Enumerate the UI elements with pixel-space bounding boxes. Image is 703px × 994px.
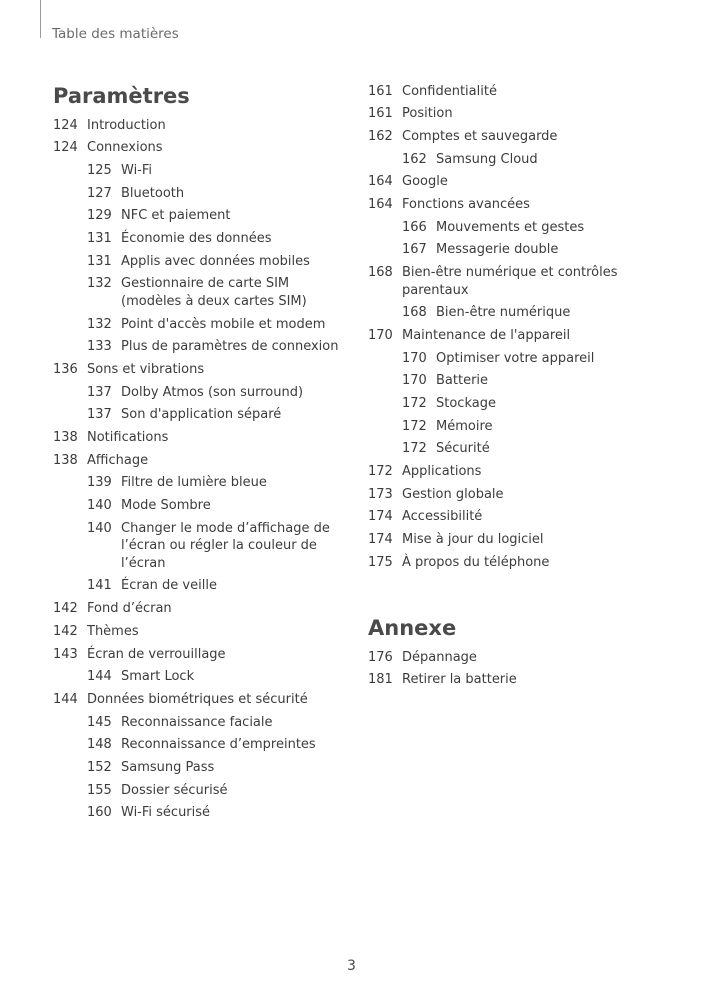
toc-entry: [53, 358, 343, 381]
toc-label: Maintenance de l'appareil: [402, 327, 571, 343]
toc-label: Applications: [402, 464, 482, 480]
toc-label: Wi-Fi sécurisé: [121, 805, 211, 821]
toc-page-number: 164: [368, 174, 393, 190]
toc-entry: [368, 646, 668, 669]
toc-label: Mise à jour du logiciel: [402, 532, 544, 548]
toc-page-number: 124: [53, 117, 78, 133]
toc-page-number: 132: [87, 316, 112, 332]
toc-page-number: 140: [87, 520, 112, 536]
toc-label: Fonctions avancées: [402, 197, 530, 213]
toc-page-number: 139: [87, 475, 112, 491]
toc-label: Confidentialité: [402, 83, 497, 99]
toc-label: Sons et vibrations: [87, 361, 205, 377]
toc-label: Mémoire: [436, 418, 493, 434]
toc-label: Fond d’écran: [87, 601, 172, 617]
toc-page-number: 140: [87, 498, 112, 514]
toc-label: Samsung Pass: [121, 759, 215, 775]
toc-label: Batterie: [436, 373, 489, 389]
toc-page-number: 131: [87, 253, 112, 269]
toc-entry: [368, 302, 668, 325]
toc-page-number: 138: [53, 430, 78, 446]
toc-entry: [368, 193, 668, 216]
toc-page-number: 127: [87, 185, 112, 201]
toc-entry: [368, 216, 668, 239]
toc-entry: [53, 336, 343, 359]
toc-entry: [368, 551, 668, 574]
toc-entry: [368, 324, 668, 347]
toc-entry: [368, 125, 668, 148]
toc-page-number: 170: [368, 327, 393, 343]
toc-label: Gestionnaire de carte SIM (modèles à deux cartes SIM): [121, 276, 307, 309]
toc-entry: [53, 404, 343, 427]
toc-page-number: 125: [87, 162, 112, 178]
toc-label: Écran de verrouillage: [87, 646, 226, 662]
toc-page-number: 131: [87, 231, 112, 247]
toc-entry: [368, 262, 668, 302]
toc-page-number: 168: [368, 265, 393, 281]
toc-page-number: 172: [402, 441, 427, 457]
toc-entry: [53, 711, 343, 734]
toc-label: Plus de paramètres de connexion: [121, 339, 339, 355]
toc-label: Retirer la batterie: [402, 672, 517, 688]
toc-label: Bien-être numérique: [436, 305, 571, 321]
header-title: Table des matières: [52, 26, 179, 42]
toc-page-number: 160: [87, 805, 112, 821]
toc-page-number: 176: [368, 649, 393, 665]
toc-label: Optimiser votre appareil: [436, 350, 595, 366]
toc-entry: [368, 148, 668, 171]
toc-label: À propos du téléphone: [402, 554, 550, 570]
section-title-parametres: Paramètres: [53, 84, 190, 108]
toc-page-number: 164: [368, 197, 393, 213]
toc-page-number: 136: [53, 361, 78, 377]
toc-label: Reconnaissance faciale: [121, 714, 273, 730]
toc-entry: [53, 381, 343, 404]
toc-entry: [368, 529, 668, 552]
toc-list: [368, 646, 668, 691]
toc-label: Point d'accès mobile et modem: [121, 316, 326, 332]
toc-page-number: 145: [87, 714, 112, 730]
toc-label: Dolby Atmos (son surround): [121, 384, 304, 400]
toc-label: Position: [402, 106, 453, 122]
toc-label: Introduction: [87, 117, 166, 133]
toc-label: Écran de veille: [121, 578, 217, 594]
toc-page-number: 167: [402, 242, 427, 258]
header-rule: [40, 0, 41, 38]
toc-entry: [53, 205, 343, 228]
toc-page-number: 129: [87, 208, 112, 224]
toc-entry: [53, 182, 343, 205]
toc-entry: [368, 171, 668, 194]
toc-label: Smart Lock: [121, 669, 195, 685]
toc-page-number: 162: [402, 151, 427, 167]
toc-entry: [53, 802, 343, 825]
toc-entry: [368, 103, 668, 126]
toc-label: Affichage: [87, 452, 149, 468]
toc-page-number: 144: [53, 691, 78, 707]
toc-page-number: 137: [87, 384, 112, 400]
toc-entry: [368, 506, 668, 529]
toc-label: Gestion globale: [402, 486, 504, 502]
toc-entry: [368, 415, 668, 438]
toc-page-number: 161: [368, 106, 393, 122]
toc-entry: [53, 159, 343, 182]
toc-label: Samsung Cloud: [436, 151, 538, 167]
page-number: 3: [347, 958, 356, 974]
toc-label: Sécurité: [436, 441, 490, 457]
toc-entry: [53, 643, 343, 666]
toc-page-number: 161: [368, 83, 393, 99]
toc-label: Applis avec données mobiles: [121, 253, 310, 269]
toc-label: Mouvements et gestes: [436, 219, 585, 235]
toc-label: Son d'application séparé: [121, 407, 282, 423]
toc-label: Mode Sombre: [121, 498, 211, 514]
toc-entry: [53, 472, 343, 495]
toc-page-number: 170: [402, 350, 427, 366]
toc-page-number: 170: [402, 373, 427, 389]
toc-label: Bluetooth: [121, 185, 185, 201]
toc-label: Notifications: [87, 430, 169, 446]
toc-page-number: 137: [87, 407, 112, 423]
toc-entry: [53, 598, 343, 621]
toc-entry: [53, 227, 343, 250]
toc-page-number: 173: [368, 486, 393, 502]
toc-page-number: 142: [53, 601, 78, 617]
toc-entry: [53, 426, 343, 449]
toc-page-number: 152: [87, 759, 112, 775]
toc-entry: [53, 273, 343, 313]
toc-label: Thèmes: [87, 623, 139, 639]
toc-page-number: 124: [53, 140, 78, 156]
toc-label: Wi-Fi: [121, 162, 153, 178]
toc-entry: [53, 495, 343, 518]
toc-page-number: 174: [368, 509, 393, 525]
right-column: [368, 80, 668, 691]
toc-label: Connexions: [87, 140, 163, 156]
toc-page-number: 172: [402, 418, 427, 434]
toc-page-number: 166: [402, 219, 427, 235]
toc-entry: [368, 483, 668, 506]
section-title-annexe: Annexe: [368, 615, 457, 640]
toc-page-number: 148: [87, 737, 112, 753]
toc-page-number: 132: [87, 276, 112, 292]
toc-label: Bien-être numérique et contrôles parentaux: [402, 265, 618, 298]
toc-entry: [368, 392, 668, 415]
toc-label: Économie des données: [121, 231, 272, 247]
toc-entry: [53, 517, 343, 575]
toc-label: Dépannage: [402, 649, 477, 665]
toc-label: Dossier sécurisé: [121, 782, 228, 798]
toc-page-number: 162: [368, 128, 393, 144]
toc-entry: [368, 347, 668, 370]
toc-page-number: 175: [368, 554, 393, 570]
toc-list: [368, 80, 668, 574]
toc-page-number: 168: [402, 305, 427, 321]
toc-entry: [53, 313, 343, 336]
toc-label: Stockage: [436, 396, 496, 412]
toc-entry: [368, 370, 668, 393]
toc-entry: [53, 250, 343, 273]
toc-entry: [368, 669, 668, 692]
toc-entry: [368, 438, 668, 461]
toc-label: Google: [402, 174, 448, 190]
toc-entry: [368, 461, 668, 484]
toc-page-number: 155: [87, 782, 112, 798]
left-column: [53, 80, 343, 824]
toc-label: Changer le mode d’affichage de l’écran ou régler la couleur de l’écran: [121, 520, 330, 571]
toc-page-number: 172: [368, 464, 393, 480]
toc-entry: [53, 756, 343, 779]
toc-entry: [53, 137, 343, 160]
toc-page-number: 141: [87, 578, 112, 594]
toc-entry: [53, 779, 343, 802]
annexe-block: [368, 614, 668, 691]
toc-entry: [368, 239, 668, 262]
toc-entry: [368, 80, 668, 103]
toc-page-number: 181: [368, 672, 393, 688]
toc-entry: [53, 620, 343, 643]
toc-entry: [53, 688, 343, 711]
toc-entry: [53, 449, 343, 472]
toc-page-number: 172: [402, 396, 427, 412]
toc-entry: [53, 575, 343, 598]
toc-entry: [53, 114, 343, 137]
toc-list: [53, 114, 343, 824]
toc-entry: [53, 734, 343, 757]
toc-page-number: 133: [87, 339, 112, 355]
toc-entry: [53, 666, 343, 689]
toc-label: Messagerie double: [436, 242, 559, 258]
toc-label: Reconnaissance d’empreintes: [121, 737, 316, 753]
toc-page-number: 142: [53, 623, 78, 639]
toc-label: Comptes et sauvegarde: [402, 128, 558, 144]
toc-page-number: 138: [53, 452, 78, 468]
toc-page-number: 144: [87, 669, 112, 685]
toc-label: Filtre de lumière bleue: [121, 475, 267, 491]
toc-label: NFC et paiement: [121, 208, 231, 224]
toc-label: Données biométriques et sécurité: [87, 691, 308, 707]
toc-label: Accessibilité: [402, 509, 483, 525]
toc-page-number: 174: [368, 532, 393, 548]
toc-page-number: 143: [53, 646, 78, 662]
